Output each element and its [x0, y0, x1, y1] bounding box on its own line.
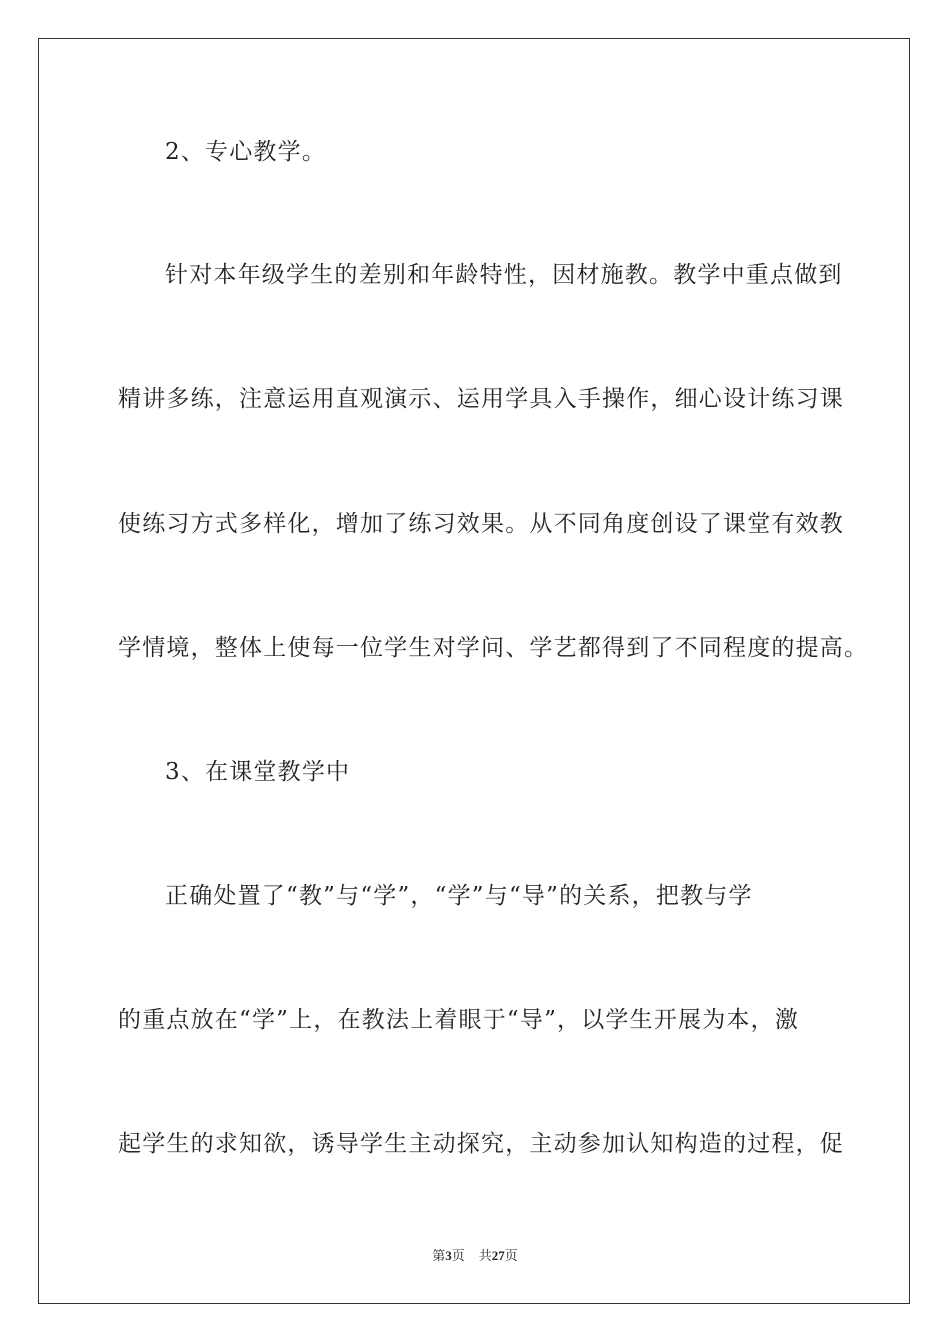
paragraph-line: 起学生的求知欲，诱导学生主动探究，主动参加认知构造的过程，促: [118, 1131, 844, 1157]
page-border: [38, 38, 910, 1304]
paragraph-line: 使练习方式多样化，增加了练习效果。从不同角度创设了课堂有效教: [118, 511, 844, 537]
page-prefix: 第: [432, 1248, 446, 1263]
paragraph-line: 学情境，整体上使每一位学生对学问、学艺都得到了不同程度的提高。: [118, 635, 869, 661]
page-number: 3: [445, 1248, 452, 1263]
paragraph-line: 精讲多练，注意运用直观演示、运用学具入手操作，细心设计练习课: [118, 386, 844, 412]
total-suffix: 页: [504, 1248, 518, 1263]
paragraph-line: 正确处置了“教”与“学”，“学”与“导”的关系，把教与学: [165, 883, 753, 909]
total-pages: 27: [491, 1248, 505, 1263]
page-suffix: 页: [451, 1248, 465, 1263]
section-heading-2: 2、专心教学。: [165, 139, 327, 165]
total-prefix: 共: [478, 1248, 492, 1263]
paragraph-line: 针对本年级学生的差别和年龄特性，因材施教。教学中重点做到: [165, 262, 843, 288]
section-heading-3: 3、在课堂教学中: [165, 759, 351, 785]
page-footer: [0, 1247, 950, 1265]
paragraph-line: 的重点放在“学”上，在教法上着眼于“导”，以学生开展为本，激: [118, 1007, 800, 1033]
